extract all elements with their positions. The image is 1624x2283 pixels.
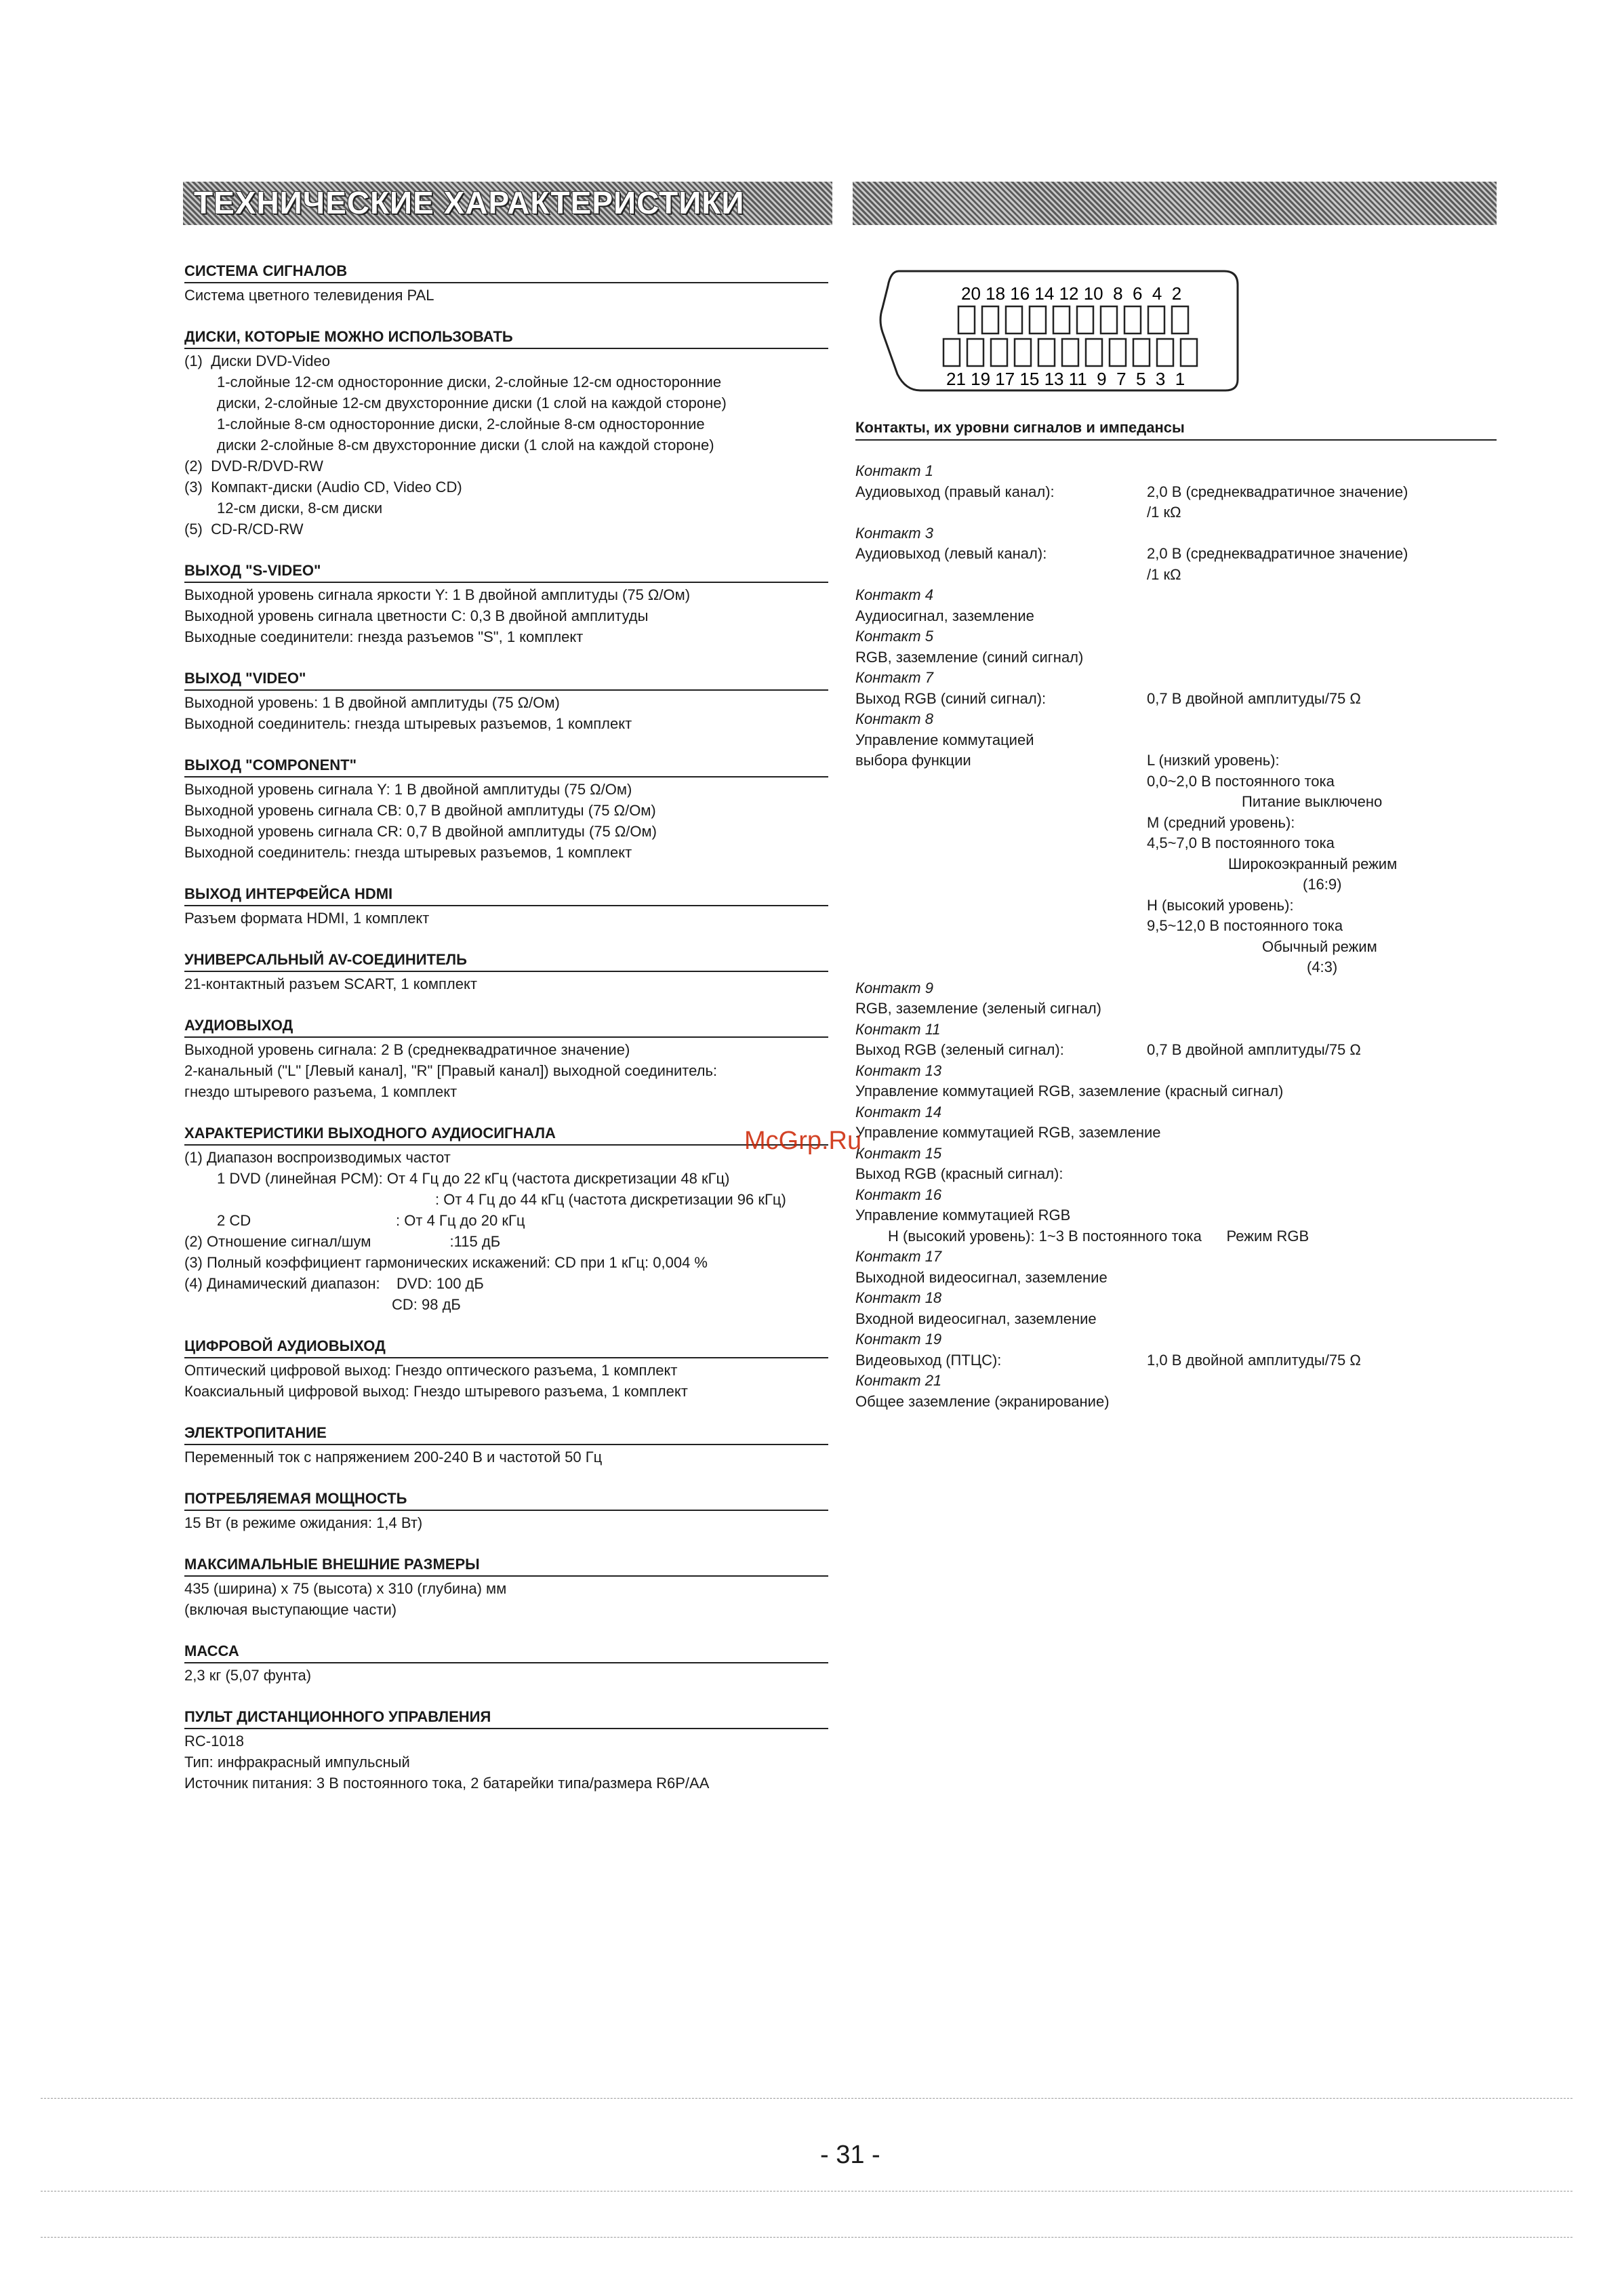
pin-description: Аудиосигнал, заземление bbox=[855, 607, 1034, 624]
pin-number: Контакт 1 bbox=[855, 462, 933, 479]
spec-line: Выходной уровень сигнала: 2 В (среднеквадратичное значение) bbox=[184, 1041, 630, 1058]
pin-row bbox=[855, 502, 1497, 523]
pin-row bbox=[855, 874, 1497, 895]
section-heading: ХАРАКТЕРИСТИКИ ВЫХОДНОГО АУДИОСИГНАЛА bbox=[184, 1123, 828, 1146]
scart-pin bbox=[1086, 339, 1102, 366]
scart-pin bbox=[1053, 306, 1070, 334]
scart-pin bbox=[1062, 339, 1078, 366]
scart-pin bbox=[1110, 339, 1126, 366]
spec-line: Выходной уровень сигнала CB: 0,7 В двойной амплитуды (75 Ω/Ом) bbox=[184, 802, 656, 819]
pin-value: /1 кΩ bbox=[1147, 504, 1181, 521]
pin-row bbox=[855, 689, 1497, 710]
pin-row bbox=[855, 750, 1497, 771]
spec-section bbox=[184, 1123, 828, 1315]
spec-line: Выходной уровень сигнала яркости Y: 1 В двойной амплитуды (75 Ω/Ом) bbox=[184, 586, 691, 603]
spec-line: 15 Вт (в режиме ожидания: 1,4 Вт) bbox=[184, 1514, 423, 1531]
pin-number: Контакт 18 bbox=[855, 1289, 942, 1306]
section-heading: УНИВЕРСАЛЬНЫЙ AV-СОЕДИНИТЕЛЬ bbox=[184, 949, 828, 972]
pin-value: 2,0 В (среднеквадратичное значение) bbox=[1147, 483, 1408, 500]
scart-pin bbox=[1101, 306, 1117, 334]
section-heading: ПОТРЕБЛЯЕМАЯ МОЩНОСТЬ bbox=[184, 1488, 828, 1511]
pin-description: Выход RGB (красный сигнал): bbox=[855, 1165, 1063, 1182]
scart-pin bbox=[1124, 306, 1141, 334]
pin-row bbox=[855, 1019, 1497, 1041]
spec-line: CD: 98 дБ bbox=[392, 1296, 461, 1313]
pin-row bbox=[855, 1040, 1497, 1061]
pin-row bbox=[855, 998, 1497, 1019]
scart-top-pins bbox=[958, 306, 1188, 334]
pin-row bbox=[855, 895, 1497, 916]
pin-number: Контакт 13 bbox=[855, 1062, 942, 1079]
spec-line: Тип: инфракрасный импульсный bbox=[184, 1754, 410, 1771]
pin-row bbox=[855, 978, 1497, 999]
spec-line: 2,3 кг (5,07 фунта) bbox=[184, 1667, 312, 1684]
pin-row bbox=[855, 668, 1497, 689]
spec-line: (4) Динамический диапазон: DVD: 100 дБ bbox=[184, 1275, 484, 1292]
pin-value: 2,0 В (среднеквадратичное значение) bbox=[1147, 545, 1408, 562]
spec-line: 435 (ширина) x 75 (высота) x 310 (глубина) мм bbox=[184, 1580, 507, 1597]
pin-number: Контакт 11 bbox=[855, 1020, 941, 1038]
pin-description: RGB, заземление (синий сигнал) bbox=[855, 648, 1084, 666]
page-number: - 31 - bbox=[820, 2141, 880, 2169]
scart-pin bbox=[1038, 339, 1055, 366]
spec-line: 2-канальный ("L" [Левый канал], "R" [Правый канал]) выходной соединитель: bbox=[184, 1062, 718, 1079]
spec-line: 1-слойные 8-см односторонние диски, 2-слойные 8-см односторонние bbox=[217, 416, 705, 432]
pin-value: /1 кΩ bbox=[1147, 565, 1181, 583]
pin-value: 0,0~2,0 В постоянного тока bbox=[1147, 772, 1335, 790]
spec-section bbox=[184, 668, 828, 734]
pin-row bbox=[855, 1288, 1497, 1309]
spec-line: (2) Отношение сигнал/шум :115 дБ bbox=[184, 1233, 501, 1250]
spec-line: (3) Компакт-диски (Audio CD, Video CD) bbox=[184, 479, 462, 496]
scart-pin bbox=[1077, 306, 1093, 334]
page-title: ТЕХНИЧЕСКИЕ ХАРАКТЕРИСТИКИ bbox=[194, 185, 745, 220]
scart-pin bbox=[982, 306, 998, 334]
scart-pin bbox=[958, 306, 975, 334]
pin-value: 4,5~7,0 В постоянного тока bbox=[1147, 834, 1335, 851]
pin-row bbox=[855, 957, 1497, 978]
scart-pin bbox=[967, 339, 983, 366]
spec-line: Выходной уровень: 1 В двойной амплитуды (75 Ω/Ом) bbox=[184, 694, 560, 711]
scart-pin bbox=[1006, 306, 1022, 334]
pin-row bbox=[855, 606, 1497, 627]
spec-line: Система цветного телевидения PAL bbox=[184, 287, 434, 304]
spec-section bbox=[184, 1422, 828, 1468]
pin-number: Контакт 7 bbox=[855, 669, 933, 686]
spec-line: Разъем формата HDMI, 1 комплект bbox=[184, 910, 430, 927]
pin-row bbox=[855, 937, 1497, 958]
pin-row bbox=[855, 482, 1497, 503]
pin-number: Контакт 5 bbox=[855, 628, 933, 645]
pin-description: Видеовыход (ПТЦС): bbox=[855, 1351, 1002, 1369]
spec-line: (1) Диапазон воспроизводимых частот bbox=[184, 1149, 451, 1166]
pin-note: (4:3) bbox=[1307, 958, 1338, 975]
pin-row bbox=[855, 1061, 1497, 1082]
spec-section bbox=[184, 560, 828, 647]
pin-value: L (низкий уровень): bbox=[1147, 752, 1280, 769]
pin-row bbox=[855, 523, 1497, 544]
pin-row bbox=[855, 1268, 1497, 1289]
pin-row bbox=[855, 1123, 1497, 1144]
pin-row bbox=[855, 1185, 1497, 1206]
section-heading: ВЫХОД ИНТЕРФЕЙСА HDMI bbox=[184, 883, 828, 906]
pin-row bbox=[855, 461, 1497, 482]
pin-row bbox=[855, 1371, 1497, 1392]
pin-value: 1,0 В двойной амплитуды/75 Ω bbox=[1147, 1351, 1361, 1369]
pin-note: Широкоэкранный режим bbox=[1228, 855, 1398, 872]
pin-row bbox=[855, 1226, 1497, 1247]
pin-row bbox=[855, 709, 1497, 730]
pin-row bbox=[855, 544, 1497, 565]
section-heading: ВЫХОД "S-VIDEO" bbox=[184, 560, 828, 583]
pin-row bbox=[855, 813, 1497, 834]
pin-number: Контакт 16 bbox=[855, 1186, 942, 1203]
pin-row bbox=[855, 1247, 1497, 1268]
pin-description: Общее заземление (экранирование) bbox=[855, 1392, 1110, 1410]
spec-line: RC-1018 bbox=[184, 1733, 245, 1750]
pin-value: M (средний уровень): bbox=[1147, 813, 1295, 831]
pin-row bbox=[855, 1102, 1497, 1123]
scart-pin bbox=[1148, 306, 1164, 334]
spec-line: (5) CD-R/CD-RW bbox=[184, 521, 304, 538]
spec-line: (2) DVD-R/DVD-RW bbox=[184, 458, 323, 474]
spec-line: (включая выступающие части) bbox=[184, 1601, 397, 1618]
pin-note: H (высокий уровень): 1~3 В постоянного тока Режим RGB bbox=[888, 1227, 1310, 1245]
spec-line: 12-см диски, 8-см диски bbox=[217, 500, 383, 517]
scan-noise-line bbox=[41, 2237, 1572, 2238]
pin-number: Контакт 21 bbox=[855, 1372, 942, 1389]
section-heading: ДИСКИ, КОТОРЫЕ МОЖНО ИСПОЛЬЗОВАТЬ bbox=[184, 326, 828, 349]
spec-line: Переменный ток с напряжением 200-240 В и частотой 50 Гц bbox=[184, 1449, 603, 1466]
spec-line: Выходной уровень сигнала CR: 0,7 В двойной амплитуды (75 Ω/Ом) bbox=[184, 823, 657, 840]
spec-line: Выходные соединители: гнезда разъемов "S", 1 комплект bbox=[184, 628, 584, 645]
scart-pin bbox=[1133, 339, 1150, 366]
header-bar-right bbox=[853, 182, 1497, 225]
scart-pin bbox=[991, 339, 1007, 366]
spec-line: диски 2-слойные 8-см двухсторонние диски (1 слой на каждой стороне) bbox=[217, 437, 714, 453]
scart-connector-diagram bbox=[878, 266, 1244, 395]
spec-section bbox=[184, 326, 828, 540]
spec-section bbox=[184, 260, 828, 306]
scart-bottom-pins bbox=[943, 339, 1197, 366]
pin-table bbox=[855, 461, 1497, 1412]
spec-section bbox=[184, 1640, 828, 1686]
pin-row bbox=[855, 1205, 1497, 1226]
spec-section bbox=[184, 949, 828, 994]
section-heading: ЦИФРОВОЙ АУДИОВЫХОД bbox=[184, 1335, 828, 1358]
pin-row bbox=[855, 833, 1497, 854]
pin-row bbox=[855, 1392, 1497, 1413]
section-heading: АУДИОВЫХОД bbox=[184, 1015, 828, 1038]
pin-value: H (высокий уровень): bbox=[1147, 896, 1294, 914]
spec-section bbox=[184, 883, 828, 929]
pin-description: Выход RGB (синий сигнал): bbox=[855, 689, 1047, 707]
pin-number: Контакт 9 bbox=[855, 979, 933, 996]
pin-number: Контакт 3 bbox=[855, 524, 933, 542]
pin-row bbox=[855, 1164, 1497, 1185]
pin-description: Управление коммутацией RGB, заземление (красный сигнал) bbox=[855, 1083, 1284, 1099]
scart-pin bbox=[943, 339, 960, 366]
pin-row bbox=[855, 1329, 1497, 1350]
pin-value: 0,7 В двойной амплитуды/75 Ω bbox=[1147, 689, 1361, 707]
section-heading: МАССА bbox=[184, 1640, 828, 1663]
pin-value: 9,5~12,0 В постоянного тока bbox=[1147, 917, 1343, 934]
pin-row bbox=[855, 1081, 1497, 1102]
pin-number: Контакт 15 bbox=[855, 1144, 942, 1162]
pin-row bbox=[855, 792, 1497, 813]
pin-number: Контакт 4 bbox=[855, 586, 933, 603]
spec-line: Источник питания: 3 В постоянного тока, 2 батарейки типа/размера R6P/AA bbox=[184, 1775, 710, 1792]
section-heading: ЭЛЕКТРОПИТАНИЕ bbox=[184, 1422, 828, 1445]
section-heading: ВЫХОД "COMPONENT" bbox=[184, 754, 828, 777]
pin-description: Управление коммутацией bbox=[855, 731, 1034, 748]
pin-description: Аудиовыход (правый канал): bbox=[855, 483, 1055, 500]
pin-row bbox=[855, 854, 1497, 875]
spec-line: 21-контактный разъем SCART, 1 комплект bbox=[184, 975, 477, 992]
pin-note: Питание выключено bbox=[1242, 793, 1383, 810]
scart-bottom-pin-numbers: 21 19 17 15 13 11 9 7 5 3 1 bbox=[946, 369, 1185, 389]
spec-section bbox=[184, 1706, 828, 1794]
pin-description: RGB, заземление (зеленый сигнал) bbox=[855, 1000, 1101, 1017]
pin-row bbox=[855, 647, 1497, 668]
spec-line: 1-слойные 12-см односторонние диски, 2-слойные 12-см односторонние bbox=[217, 373, 722, 390]
pin-row bbox=[855, 771, 1497, 792]
pin-row bbox=[855, 1309, 1497, 1330]
pin-row bbox=[855, 730, 1497, 751]
scart-pin bbox=[1030, 306, 1046, 334]
section-heading: МАКСИМАЛЬНЫЕ ВНЕШНИЕ РАЗМЕРЫ bbox=[184, 1554, 828, 1577]
spec-line: Выходной уровень сигнала цветности C: 0,3 В двойной амплитуды bbox=[184, 607, 649, 624]
pin-table-caption: Контакты, их уровни сигналов и импедансы bbox=[855, 419, 1497, 441]
scart-pin bbox=[1157, 339, 1173, 366]
spec-section bbox=[184, 1335, 828, 1402]
scart-pin bbox=[1015, 339, 1031, 366]
pin-number: Контакт 8 bbox=[855, 710, 933, 727]
spec-line: : От 4 Гц до 44 кГц (частота дискретизации 96 кГц) bbox=[435, 1191, 786, 1208]
pin-description: Управление коммутацией RGB, заземление bbox=[855, 1124, 1161, 1141]
pin-description: выбора функции bbox=[855, 752, 971, 769]
watermark: McGrp.Ru bbox=[744, 1127, 862, 1155]
pin-number: Контакт 17 bbox=[855, 1248, 942, 1265]
spec-line: (1) Диски DVD-Video bbox=[184, 352, 330, 369]
pin-row bbox=[855, 626, 1497, 647]
spec-line: (3) Полный коэффициент гармонических искажений: CD при 1 кГц: 0,004 % bbox=[184, 1254, 708, 1271]
pin-description: Управление коммутацией RGB bbox=[855, 1207, 1071, 1224]
scan-noise-line bbox=[41, 2098, 1572, 2099]
spec-line: 2 CD : От 4 Гц до 20 кГц bbox=[217, 1212, 525, 1229]
pin-value: 0,7 В двойной амплитуды/75 Ω bbox=[1147, 1041, 1361, 1058]
pin-note: Обычный режим bbox=[1262, 937, 1377, 955]
section-heading: ПУЛЬТ ДИСТАНЦИОННОГО УПРАВЛЕНИЯ bbox=[184, 1706, 828, 1729]
scart-top-pin-numbers: 20 18 16 14 12 10 8 6 4 2 bbox=[961, 283, 1182, 304]
spec-section bbox=[184, 754, 828, 863]
spec-line: диски, 2-слойные 12-см двухсторонние диски (1 слой на каждой стороне) bbox=[217, 395, 727, 411]
pin-note: (16:9) bbox=[1303, 876, 1342, 893]
spec-line: Выходной уровень сигнала Y: 1 В двойной амплитуды (75 Ω/Ом) bbox=[184, 781, 632, 798]
spec-section bbox=[184, 1554, 828, 1620]
pin-row bbox=[855, 565, 1497, 586]
pin-description: Выход RGB (зеленый сигнал): bbox=[855, 1041, 1064, 1058]
pin-row bbox=[855, 916, 1497, 937]
pin-row bbox=[855, 1350, 1497, 1371]
pin-description: Аудиовыход (левый канал): bbox=[855, 545, 1047, 562]
spec-line: Выходной соединитель: гнезда штыревых разъемов, 1 комплект bbox=[184, 715, 632, 732]
spec-line: 1 DVD (линейная PCM): От 4 Гц до 22 кГц (частота дискретизации 48 кГц) bbox=[217, 1170, 730, 1187]
section-heading: ВЫХОД "VIDEO" bbox=[184, 668, 828, 691]
spec-section bbox=[184, 1015, 828, 1102]
pin-description: Входной видеосигнал, заземление bbox=[855, 1310, 1097, 1327]
pin-number: Контакт 19 bbox=[855, 1331, 942, 1348]
scart-pin bbox=[1181, 339, 1197, 366]
spec-section bbox=[184, 1488, 828, 1533]
spec-line: Коаксиальный цифровой выход: Гнездо штыревого разъема, 1 комплект bbox=[184, 1383, 688, 1400]
pin-number: Контакт 14 bbox=[855, 1103, 942, 1120]
specs-column bbox=[184, 260, 828, 1814]
spec-line: Выходной соединитель: гнезда штыревых разъемов, 1 комплект bbox=[184, 844, 632, 861]
scart-pin bbox=[1172, 306, 1188, 334]
pin-row bbox=[855, 1144, 1497, 1165]
spec-line: Оптический цифровой выход: Гнездо оптического разъема, 1 комплект bbox=[184, 1362, 678, 1379]
section-heading: СИСТЕМА СИГНАЛОВ bbox=[184, 260, 828, 283]
pin-description: Выходной видеосигнал, заземление bbox=[855, 1268, 1108, 1286]
pin-row bbox=[855, 585, 1497, 606]
spec-line: гнездо штыревого разъема, 1 комплект bbox=[184, 1083, 458, 1100]
